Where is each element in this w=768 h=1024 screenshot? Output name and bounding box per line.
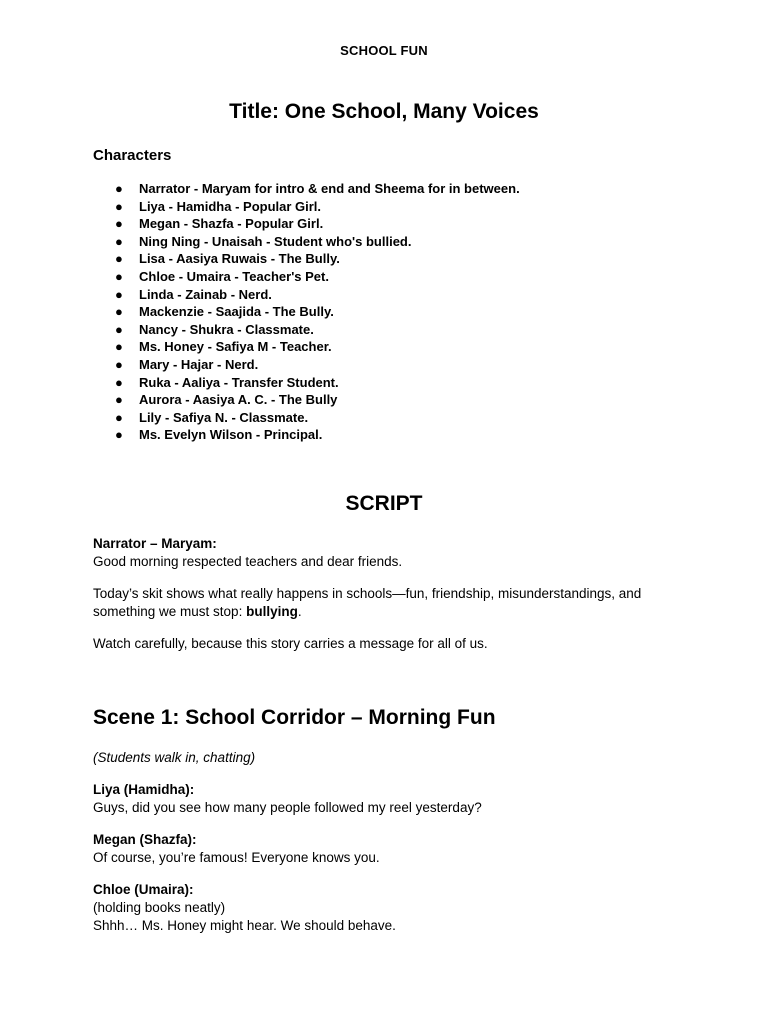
bullet-icon: ● bbox=[115, 427, 123, 443]
page-header: SCHOOL FUN bbox=[340, 43, 428, 58]
intro-paragraph bbox=[93, 585, 683, 621]
character-text: Lisa - Aasiya Ruwais - The Bully. bbox=[139, 251, 340, 267]
dialogue-line: Shhh… Ms. Honey might hear. We should behave. bbox=[93, 918, 396, 933]
intro-narration bbox=[93, 535, 683, 571]
character-item bbox=[93, 321, 520, 339]
dialogue-block-chloe bbox=[93, 881, 683, 935]
bullet-icon: ● bbox=[115, 286, 123, 302]
character-text: Chloe - Umaira - Teacher's Pet. bbox=[139, 268, 329, 284]
dialogue-line: Of course, you’re famous! Everyone knows you. bbox=[93, 850, 380, 865]
intro-closing bbox=[93, 635, 683, 653]
character-item bbox=[93, 286, 520, 304]
stage-direction: (Students walk in, chatting) bbox=[93, 750, 256, 765]
character-item bbox=[93, 268, 520, 286]
character-text: Megan - Shazfa - Popular Girl. bbox=[139, 216, 324, 232]
character-text: Liya - Hamidha - Popular Girl. bbox=[139, 198, 322, 214]
characters-list bbox=[93, 180, 520, 444]
character-text: Ms. Honey - Safiya M - Teacher. bbox=[139, 339, 332, 355]
bullet-icon: ● bbox=[115, 181, 123, 196]
character-item bbox=[93, 409, 520, 427]
dialogue-line: (holding books neatly) bbox=[93, 900, 226, 915]
character-item bbox=[93, 215, 520, 233]
character-item bbox=[93, 356, 520, 374]
bullet-icon: ● bbox=[115, 374, 123, 390]
emphasis-text: bullying bbox=[246, 604, 298, 619]
document-title: Title: One School, Many Voices bbox=[229, 100, 539, 123]
character-text: Ning Ning - Unaisah - Student who's bullied. bbox=[139, 233, 412, 249]
bullet-icon: ● bbox=[115, 304, 123, 320]
dialogue-line: Good morning respected teachers and dear friends. bbox=[93, 554, 403, 569]
character-text: Ruka - Aaliya - Transfer Student. bbox=[139, 374, 339, 390]
speaker-name: Megan (Shazfa): bbox=[93, 832, 197, 847]
character-item bbox=[93, 233, 520, 251]
speaker-name: Chloe (Umaira): bbox=[93, 882, 194, 897]
bullet-icon: ● bbox=[115, 321, 123, 337]
dialogue-line: Watch carefully, because this story carries a message for all of us. bbox=[93, 636, 488, 651]
bullet-icon: ● bbox=[115, 198, 123, 214]
bullet-icon: ● bbox=[115, 233, 123, 249]
punctuation: . bbox=[297, 604, 302, 619]
bullet-icon: ● bbox=[115, 392, 123, 408]
bullet-icon: ● bbox=[115, 216, 123, 232]
character-text: Ms. Evelyn Wilson - Principal. bbox=[139, 427, 323, 443]
character-text: Aurora - Aasiya A. C. - The Bully bbox=[139, 392, 338, 408]
character-item bbox=[93, 374, 520, 392]
bullet-icon: ● bbox=[115, 409, 123, 425]
speaker-name: Narrator – Maryam: bbox=[93, 536, 217, 551]
character-item bbox=[93, 338, 520, 356]
bullet-icon: ● bbox=[115, 339, 123, 355]
bullet-icon: ● bbox=[115, 251, 123, 267]
characters-heading: Characters bbox=[93, 147, 172, 164]
dialogue-block-liya bbox=[93, 781, 683, 817]
character-item bbox=[93, 303, 520, 321]
character-text: Nancy - Shukra - Classmate. bbox=[139, 321, 314, 337]
character-item bbox=[93, 180, 520, 198]
character-text: Linda - Zainab - Nerd. bbox=[139, 286, 272, 302]
character-text: Mackenzie - Saajida - The Bully. bbox=[139, 304, 334, 320]
scene-heading: Scene 1: School Corridor – Morning Fun bbox=[93, 706, 496, 729]
dialogue-line: Guys, did you see how many people followed my reel yesterday? bbox=[93, 800, 482, 815]
character-item bbox=[93, 391, 520, 409]
character-item bbox=[93, 198, 520, 216]
character-text: Mary - Hajar - Nerd. bbox=[139, 356, 259, 372]
character-item bbox=[93, 426, 520, 444]
script-heading: SCRIPT bbox=[345, 492, 423, 515]
bullet-icon: ● bbox=[115, 356, 123, 372]
bullet-icon: ● bbox=[115, 268, 123, 284]
character-item bbox=[93, 250, 520, 268]
speaker-name: Liya (Hamidha): bbox=[93, 782, 195, 797]
character-text: Lily - Safiya N. - Classmate. bbox=[139, 409, 309, 425]
dialogue-block-megan bbox=[93, 831, 683, 867]
dialogue-line: Today’s skit shows what really happens in schools—fun, friendship, misunderstandings, and something we must stop: bbox=[93, 586, 642, 619]
character-text: Narrator - Maryam for intro & end and Sheema for in between. bbox=[139, 181, 520, 196]
